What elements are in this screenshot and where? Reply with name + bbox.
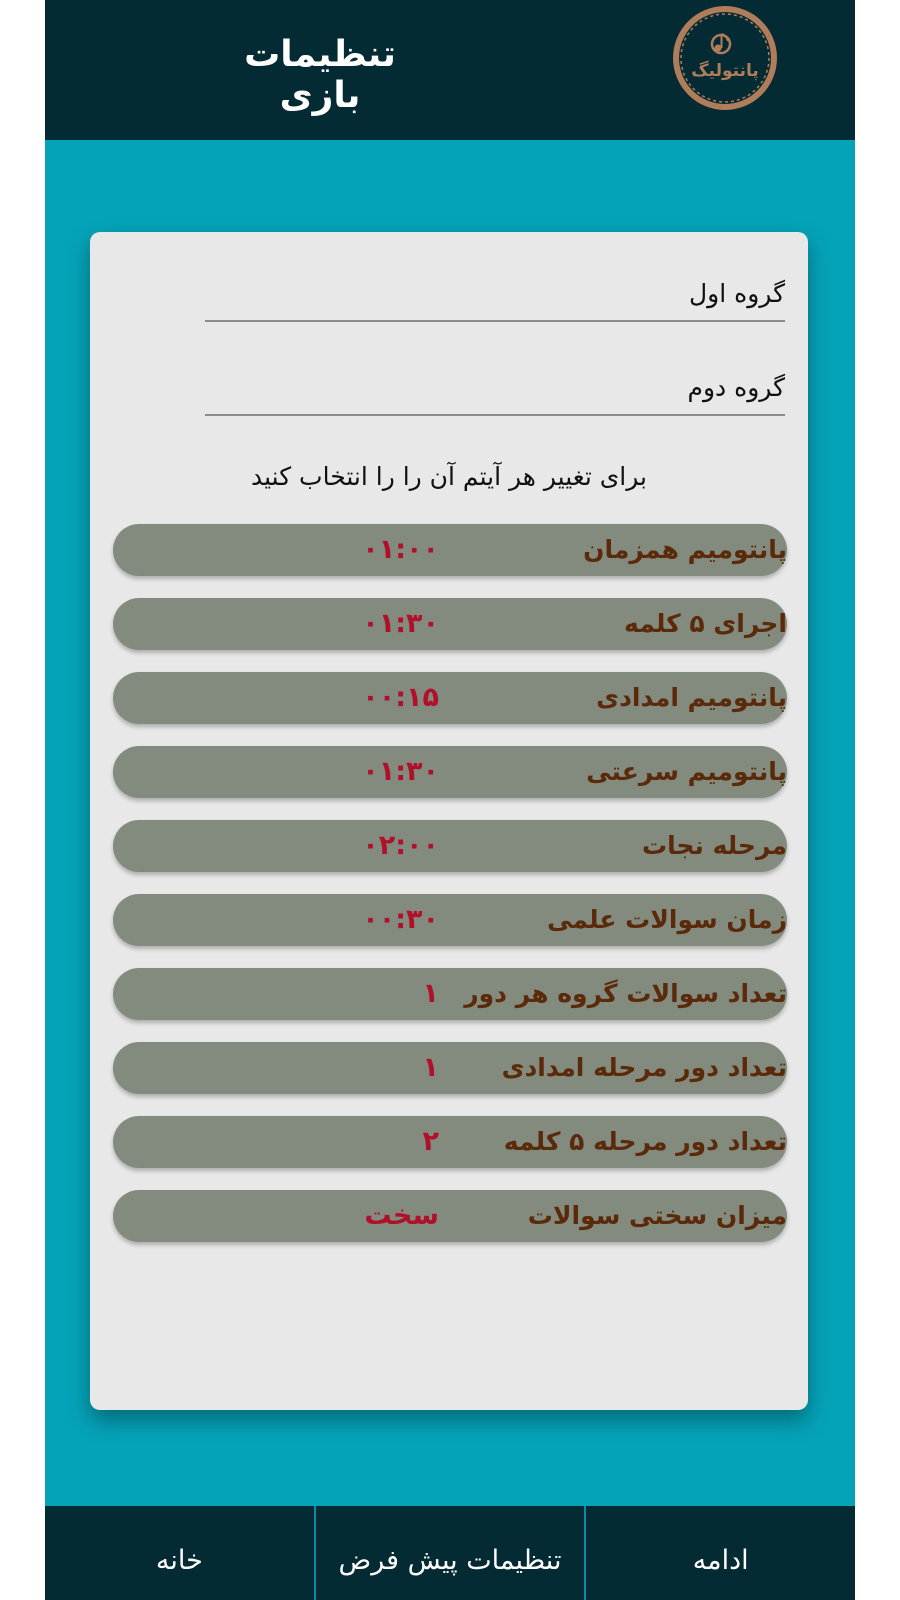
setting-label: تعداد دور مرحله امدادی: [501, 1053, 787, 1082]
setting-value: ۰۲:۰۰: [362, 830, 439, 861]
setting-label: تعداد سوالات گروه هر دور: [464, 979, 787, 1008]
group-one-field[interactable]: گروه اول: [205, 270, 785, 322]
setting-row-simultaneous-pantomime[interactable]: [113, 524, 787, 576]
continue-button[interactable]: ادامه: [584, 1506, 855, 1600]
setting-value: ۲: [422, 1126, 439, 1157]
setting-value: ۰۱:۰۰: [362, 534, 439, 565]
setting-row-difficulty[interactable]: [113, 1190, 787, 1242]
setting-label: زمان سوالات علمی: [547, 905, 787, 934]
setting-label: اجرای ۵ کلمه: [624, 609, 787, 638]
setting-value: ۱: [422, 1052, 439, 1083]
logo-text: پانتولیگ: [691, 61, 759, 81]
setting-value: ۱: [422, 978, 439, 1009]
setting-row-speed-pantomime[interactable]: [113, 746, 787, 798]
setting-label: پانتومیم همزمان: [583, 535, 787, 564]
setting-row-rescue-pantomime[interactable]: [113, 672, 787, 724]
setting-value: سخت: [364, 1200, 439, 1231]
settings-card: [90, 232, 808, 1410]
setting-row-science-questions-time[interactable]: [113, 894, 787, 946]
setting-value: ۰۱:۳۰: [362, 756, 439, 787]
setting-row-rescue-stage[interactable]: [113, 820, 787, 872]
instruction-text: برای تغییر هر آیتم آن را را انتخاب کنید: [251, 462, 647, 491]
app-header: [45, 0, 855, 140]
setting-value: ۰۰:۳۰: [362, 904, 439, 935]
home-button[interactable]: خانه: [155, 1545, 203, 1576]
setting-value: ۰۰:۱۵: [362, 682, 439, 713]
default-settings-button[interactable]: تنظیمات پیش فرض: [314, 1506, 585, 1600]
setting-label: تعداد دور مرحله ۵ کلمه: [503, 1127, 787, 1156]
app-frame: [45, 0, 855, 1600]
setting-label: پانتومیم امدادی: [596, 683, 787, 712]
setting-row-questions-per-round[interactable]: [113, 968, 787, 1020]
page-title: تنظیمات بازی: [244, 34, 396, 116]
app-logo: [671, 4, 779, 112]
setting-row-five-words[interactable]: [113, 598, 787, 650]
setting-value: ۰۱:۳۰: [362, 608, 439, 639]
setting-label: میزان سختی سوالات: [527, 1201, 787, 1230]
group-two-field[interactable]: گروه دوم: [205, 364, 785, 416]
setting-label: مرحله نجات: [641, 831, 787, 860]
setting-label: پانتومیم سرعتی: [586, 757, 787, 786]
setting-row-rescue-rounds[interactable]: [113, 1042, 787, 1094]
setting-row-five-words-rounds[interactable]: [113, 1116, 787, 1168]
bottom-nav: [45, 1506, 855, 1600]
